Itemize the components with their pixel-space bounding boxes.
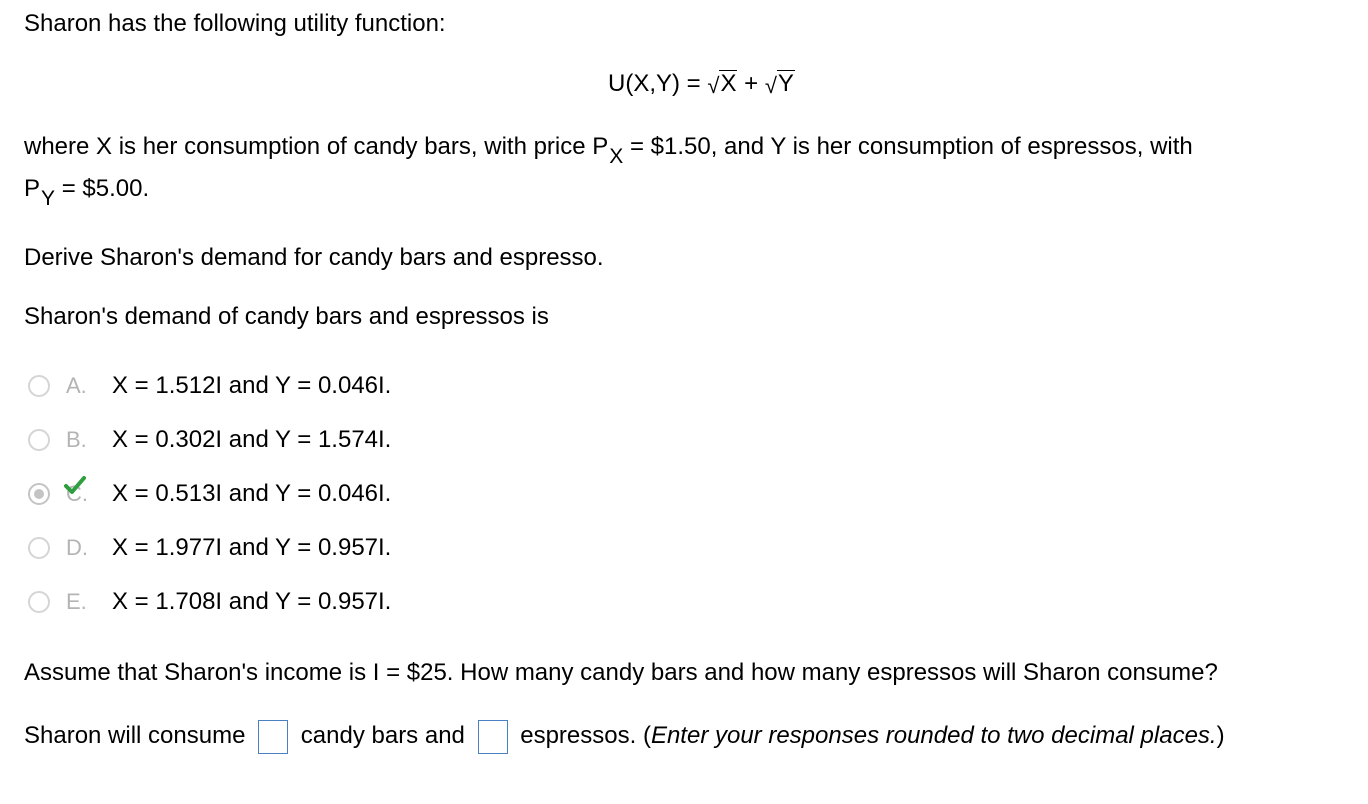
option-e[interactable] <box>28 587 391 617</box>
option-b[interactable] <box>28 425 391 455</box>
derive-instruction: Derive Sharon's demand for candy bars and espresso. <box>24 244 604 271</box>
description-line1: where X is her consumption of candy bars, with price PX = $1.50, and Y is her consumption of espressos, with <box>24 133 1193 168</box>
demand-prompt: Sharon's demand of candy bars and espressos is <box>24 303 549 330</box>
income-question: Assume that Sharon's income is I = $25. How many candy bars and how many espressos will Sharon consume? <box>24 659 1218 686</box>
option-letter: E. <box>66 589 87 614</box>
option-c[interactable] <box>28 479 391 509</box>
option-letter: A. <box>66 373 87 398</box>
utility-formula <box>608 70 795 98</box>
formula-lhs: U(X,Y) = <box>608 70 701 97</box>
sqrt-y: √Y <box>764 70 794 98</box>
formula-plus: + <box>744 70 759 97</box>
option-a[interactable] <box>28 371 391 401</box>
option-d[interactable] <box>28 533 391 563</box>
answer-suffix: espressos. ( <box>520 722 651 749</box>
radio-button[interactable] <box>28 375 50 397</box>
radio-button[interactable] <box>28 537 50 559</box>
option-letter: D. <box>66 535 88 560</box>
option-text: X = 0.302I and Y = 1.574I. <box>112 426 392 453</box>
intro-text: Sharon has the following utility function: <box>24 10 446 37</box>
description-line2: PY = $5.00. <box>24 175 150 210</box>
answer-prefix: Sharon will consume <box>24 722 246 749</box>
espressos-input[interactable] <box>478 720 508 754</box>
radio-button[interactable] <box>28 591 50 613</box>
answer-middle: candy bars and <box>300 722 465 749</box>
radio-button[interactable] <box>28 429 50 451</box>
radio-button-selected[interactable] <box>28 483 50 505</box>
option-letter: B. <box>66 427 87 452</box>
option-text: X = 1.512I and Y = 0.046I. <box>112 372 392 399</box>
option-text: X = 0.513I and Y = 0.046I. <box>112 480 392 507</box>
option-text: X = 1.708I and Y = 0.957I. <box>112 588 392 615</box>
px-subscript: X <box>609 145 624 168</box>
rounding-instruction: Enter your responses rounded to two decimal places. <box>650 722 1217 749</box>
option-text: X = 1.977I and Y = 0.957I. <box>112 534 392 561</box>
answer-line <box>24 717 1225 755</box>
candy-bars-input[interactable] <box>258 720 288 754</box>
sqrt-x: √X <box>707 70 737 98</box>
checkmark-icon <box>64 475 86 497</box>
option-letter: C. <box>66 481 88 506</box>
py-subscript: Y <box>41 187 56 210</box>
answer-close: ) <box>1216 722 1225 749</box>
